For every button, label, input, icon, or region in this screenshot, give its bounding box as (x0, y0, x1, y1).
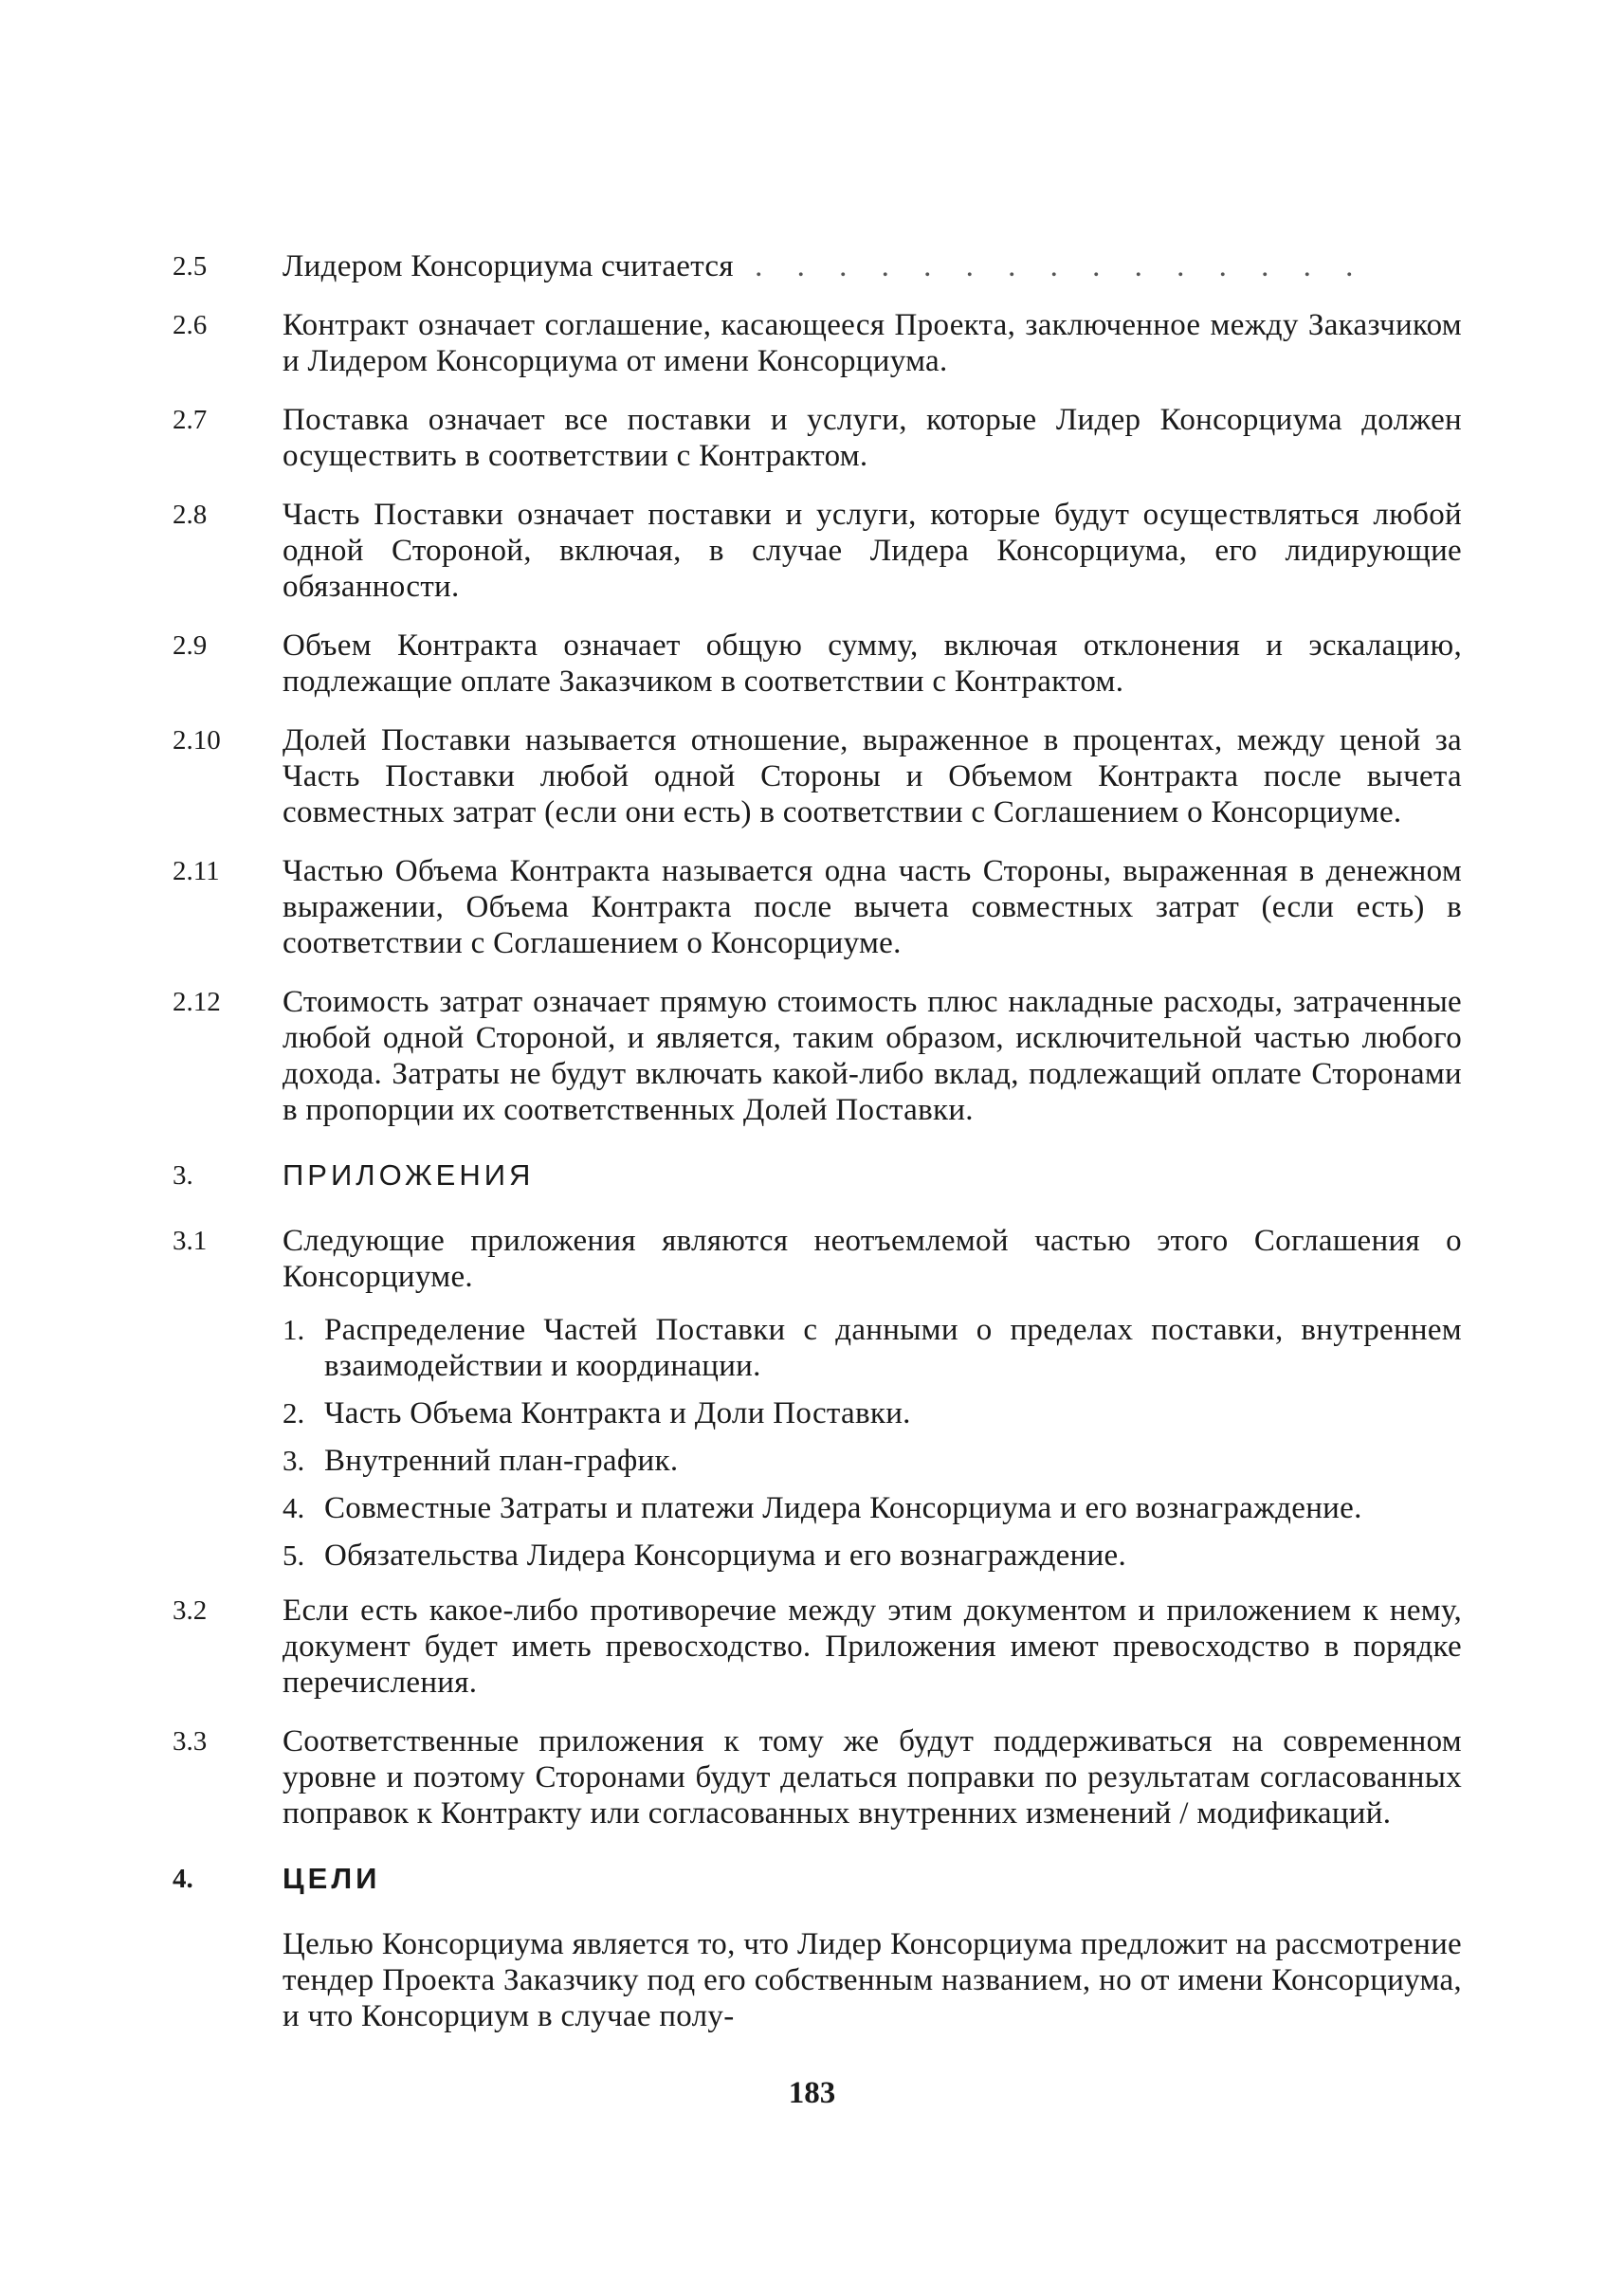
definition-2-9 (173, 628, 1462, 700)
list-item-text: Часть Объема Контракта и Доли Поставки. (324, 1396, 911, 1430)
section-title: ПРИЛОЖЕНИЯ (283, 1158, 535, 1192)
section-title: ЦЕЛИ (283, 1862, 381, 1895)
appendix-list (173, 1312, 1462, 1574)
clause-text: Объем Контракта означает общую сумму, включая отклонения и эскалацию, подлежащие оплате Заказчиком в соответствии с Контрактом. (283, 628, 1462, 699)
clause-text: Стоимость затрат означает прямую стоимость плюс накладные расходы, затраченные любой одной Стороной, и является, таким образом, исключительной частью любого дохода. Затраты не будут включать какой-либо вклад, подлежащий оплате Сторонами в пропорции их соответственных Долей Поставки. (283, 985, 1462, 1127)
clause-3-3 (173, 1723, 1462, 1831)
definition-2-6 (173, 307, 1462, 379)
clause-number: 3.1 (173, 1226, 208, 1256)
clause-text: Лидером Консорциума считается (283, 249, 734, 283)
clause-number: 3.2 (173, 1595, 208, 1626)
section-number: 4. (173, 1864, 193, 1894)
clause-number: 2.9 (173, 630, 208, 661)
list-item-text: Внутренний план-график. (324, 1444, 679, 1478)
clause-number: 2.7 (173, 405, 208, 435)
clause-3-2 (173, 1593, 1462, 1701)
clause-text: Долей Поставки называется отношение, выраженное в процентах, между ценой за Часть Поставки любой одной Стороны и Объемом Контракта после вычета совместных затрат (если они есть) в соответствии с Соглашением о Консорциуме. (283, 723, 1462, 829)
clause-text: Если есть какое-либо противоречие между этим документом и приложением к нему, документ будет иметь превосходство. Приложения имеют превосходство в порядке перечисления. (283, 1594, 1462, 1700)
clause-number: 2.10 (173, 725, 221, 756)
list-item (283, 1443, 1462, 1479)
clause-number: 2.6 (173, 310, 208, 340)
page-content (173, 248, 1462, 2034)
clause-number: 2.5 (173, 251, 208, 282)
definition-2-8 (173, 497, 1462, 605)
clause-number: 3.3 (173, 1726, 208, 1757)
page-number: 183 (788, 2076, 836, 2110)
clause-text: Соответственные приложения к тому же будут поддерживаться на современном уровне и поэтому Сторонами будут делаться поправки по результатам согласованных поправок к Контракту или согласованных внутренних изменений / модификаций. (283, 1724, 1462, 1831)
definition-2-7 (173, 402, 1462, 474)
clause-text: Контракт означает соглашение, касающееся Проекта, заключенное между Заказчиком и Лидером Консорциума от имени Консорциума. (283, 308, 1462, 378)
paragraph-text: Целью Консорциума является то, что Лидер Консорциума предложит на рассмотрение тендер Проекта Заказчику под его собственным названием, но от имени Консорциума, и что Консорциум в случае полу- (283, 1927, 1462, 2033)
list-item (283, 1395, 1462, 1431)
list-item (283, 1538, 1462, 1574)
clause-3-1 (173, 1223, 1462, 1295)
definition-2-10 (173, 722, 1462, 830)
list-item-number: 2. (283, 1396, 305, 1430)
section-4-paragraph (173, 1926, 1462, 2034)
clause-text: Частью Объема Контракта называется одна часть Стороны, выраженная в денежном выражении, Объема Контракта после вычета совместных затрат (если есть) в соответствии с Соглашением о Консорциуме. (283, 854, 1462, 960)
definition-2-12 (173, 984, 1462, 1128)
list-item-text: Обязательства Лидера Консорциума и его вознаграждение. (324, 1539, 1127, 1573)
leader-dots: . . . . . . . . . . . . . . . (733, 249, 1367, 283)
list-item-text: Распределение Частей Поставки с данными о пределах поставки, внутреннем взаимодействии и координации. (324, 1313, 1462, 1383)
section-3-heading (173, 1157, 1462, 1194)
section-4-heading (173, 1860, 1462, 1898)
list-item (283, 1312, 1462, 1384)
clause-text: Следующие приложения являются неотъемлемой частью этого Соглашения о Консорциуме. (283, 1224, 1462, 1294)
clause-number: 2.8 (173, 500, 208, 530)
clause-text: Часть Поставки означает поставки и услуги, которые будут осуществляться любой одной Стороной, включая, в случае Лидера Консорциума, его лидирующие обязанности. (283, 498, 1462, 604)
definition-2-5 (173, 248, 1462, 284)
clause-number: 2.11 (173, 856, 220, 886)
definition-2-11 (173, 853, 1462, 961)
section-number: 3. (173, 1160, 193, 1191)
list-item-number: 4. (283, 1491, 305, 1524)
clause-text: Поставка означает все поставки и услуги, которые Лидер Консорциума должен осуществить в соответствии с Контрактом. (283, 403, 1462, 473)
list-item-number: 1. (283, 1313, 305, 1346)
list-item-number: 3. (283, 1444, 305, 1477)
list-item-text: Совместные Затраты и платежи Лидера Консорциума и его вознаграждение. (324, 1491, 1362, 1525)
clause-number: 2.12 (173, 987, 221, 1017)
list-item-number: 5. (283, 1539, 305, 1572)
list-item (283, 1490, 1462, 1526)
